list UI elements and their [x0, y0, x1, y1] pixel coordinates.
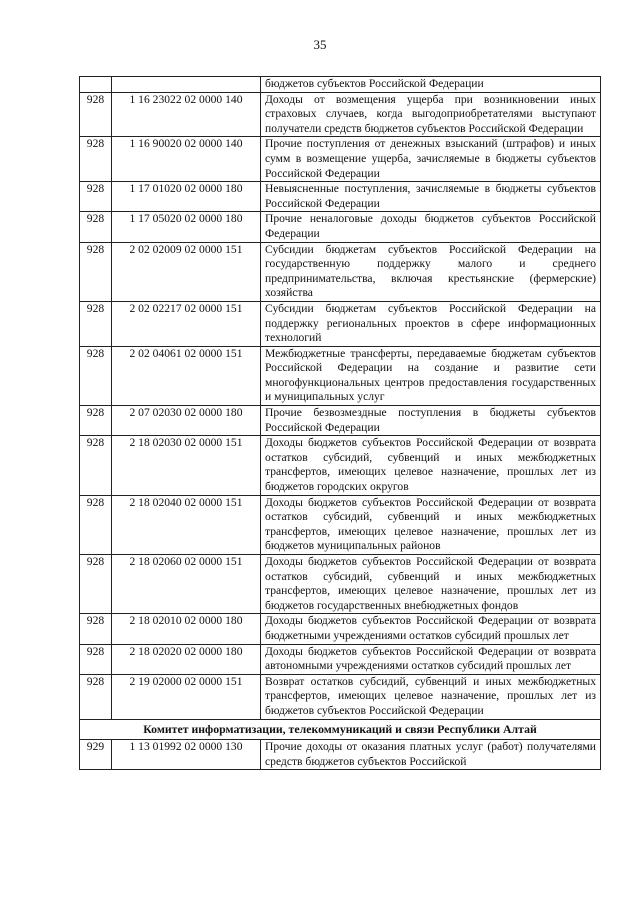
- revenue-name-cell: бюджетов субъектов Российской Федерации: [261, 77, 601, 93]
- table-row: [80, 674, 601, 719]
- admin-code-cell: 928: [80, 92, 112, 137]
- revenue-name-cell: Субсидии бюджетам субъектов Российской Федерации на поддержку региональных проектов в сфере информационных технологий: [261, 301, 601, 346]
- admin-code-cell: 929: [80, 740, 112, 770]
- revenue-name-cell: Доходы бюджетов субъектов Российской Федерации от возврата остатков субсидий, субвенций и иных межбюджетных трансфертов, имеющих целевое назначение, прошлых лет из бюджетов городских округов: [261, 436, 601, 495]
- table-row: [80, 77, 601, 93]
- budget-code-cell: 1 17 05020 02 0000 180: [112, 212, 261, 242]
- admin-code-cell: 928: [80, 346, 112, 405]
- budget-code-cell: 2 18 02020 02 0000 180: [112, 644, 261, 674]
- budget-code-cell: [112, 77, 261, 93]
- admin-code-cell: 928: [80, 212, 112, 242]
- admin-code-cell: 928: [80, 674, 112, 719]
- revenue-name-cell: Прочие поступления от денежных взысканий (штрафов) и иных сумм в возмещение ущерба, зачисляемые в бюджеты субъектов Российской Федерации: [261, 137, 601, 182]
- revenue-name-cell: Доходы от возмещения ущерба при возникновении иных страховых случаев, когда выгодоприобретателями выступают получатели средств бюджетов субъектов Российской Федерации: [261, 92, 601, 137]
- admin-code-cell: 928: [80, 137, 112, 182]
- table-row: [80, 212, 601, 242]
- admin-code-cell: 928: [80, 436, 112, 495]
- admin-code-cell: 928: [80, 644, 112, 674]
- budget-classification-table: [79, 76, 601, 770]
- budget-code-cell: 2 02 04061 02 0000 151: [112, 346, 261, 405]
- table-row: [80, 495, 601, 554]
- budget-code-cell: 2 02 02009 02 0000 151: [112, 242, 261, 301]
- budget-code-cell: 2 18 02010 02 0000 180: [112, 614, 261, 644]
- revenue-name-cell: Невыясненные поступления, зачисляемые в бюджеты субъектов Российской Федерации: [261, 182, 601, 212]
- table-row: [80, 406, 601, 436]
- page-number: 35: [313, 37, 327, 52]
- budget-code-cell: 1 16 23022 02 0000 140: [112, 92, 261, 137]
- table-row: [80, 644, 601, 674]
- table-row: [80, 242, 601, 301]
- table-row: [80, 555, 601, 614]
- budget-code-cell: 1 17 01020 02 0000 180: [112, 182, 261, 212]
- revenue-name-cell: Прочие безвозмездные поступления в бюджеты субъектов Российской Федерации: [261, 406, 601, 436]
- admin-code-cell: 928: [80, 406, 112, 436]
- section-header: Комитет информатизации, телекоммуникаций и связи Республики Алтай: [80, 719, 601, 740]
- revenue-name-cell: Межбюджетные трансферты, передаваемые бюджетам субъектов Российской Федерации на создание и развитие сети многофункциональных центров предоставления государственных и муниципальных услуг: [261, 346, 601, 405]
- revenue-name-cell: Доходы бюджетов субъектов Российской Федерации от возврата остатков субсидий, субвенций и иных межбюджетных трансфертов, имеющих целевое назначение, прошлых лет из бюджетов муниципальных районов: [261, 495, 601, 554]
- budget-code-cell: 2 02 02217 02 0000 151: [112, 301, 261, 346]
- revenue-name-cell: Доходы бюджетов субъектов Российской Федерации от возврата автономными учреждениями остатков субсидий прошлых лет: [261, 644, 601, 674]
- table-row: [80, 301, 601, 346]
- revenue-name-cell: Субсидии бюджетам субъектов Российской Федерации на государственную поддержку малого и среднего предпринимательства, включая крестьянские (фермерские) хозяйства: [261, 242, 601, 301]
- table-row: [80, 740, 601, 770]
- budget-code-cell: 2 07 02030 02 0000 180: [112, 406, 261, 436]
- table-row: [80, 436, 601, 495]
- table-row: [80, 92, 601, 137]
- budget-code-cell: 2 18 02040 02 0000 151: [112, 495, 261, 554]
- admin-code-cell: 928: [80, 242, 112, 301]
- admin-code-cell: 928: [80, 495, 112, 554]
- admin-code-cell: 928: [80, 301, 112, 346]
- budget-code-cell: 1 13 01992 02 0000 130: [112, 740, 261, 770]
- admin-code-cell: 928: [80, 555, 112, 614]
- admin-code-cell: 928: [80, 182, 112, 212]
- admin-code-cell: 928: [80, 614, 112, 644]
- budget-code-cell: 2 18 02030 02 0000 151: [112, 436, 261, 495]
- table-row: [80, 137, 601, 182]
- table-row: [80, 614, 601, 644]
- budget-code-cell: 2 18 02060 02 0000 151: [112, 555, 261, 614]
- budget-code-cell: 2 19 02000 02 0000 151: [112, 674, 261, 719]
- revenue-name-cell: Доходы бюджетов субъектов Российской Федерации от возврата остатков субсидий, субвенций и иных межбюджетных трансфертов, имеющих целевое назначение, прошлых лет из бюджетов государственных внебюджетных фондов: [261, 555, 601, 614]
- revenue-name-cell: Прочие доходы от оказания платных услуг (работ) получателями средств бюджетов субъектов Российской: [261, 740, 601, 770]
- section-header-row: [80, 719, 601, 740]
- revenue-name-cell: Возврат остатков субсидий, субвенций и иных межбюджетных трансфертов, имеющих целевое назначение, прошлых лет из бюджетов субъектов Российской Федерации: [261, 674, 601, 719]
- table-row: [80, 346, 601, 405]
- revenue-name-cell: Прочие неналоговые доходы бюджетов субъектов Российской Федерации: [261, 212, 601, 242]
- revenue-name-cell: Доходы бюджетов субъектов Российской Федерации от возврата бюджетными учреждениями остатков субсидий прошлых лет: [261, 614, 601, 644]
- table-row: [80, 182, 601, 212]
- budget-code-cell: 1 16 90020 02 0000 140: [112, 137, 261, 182]
- admin-code-cell: [80, 77, 112, 93]
